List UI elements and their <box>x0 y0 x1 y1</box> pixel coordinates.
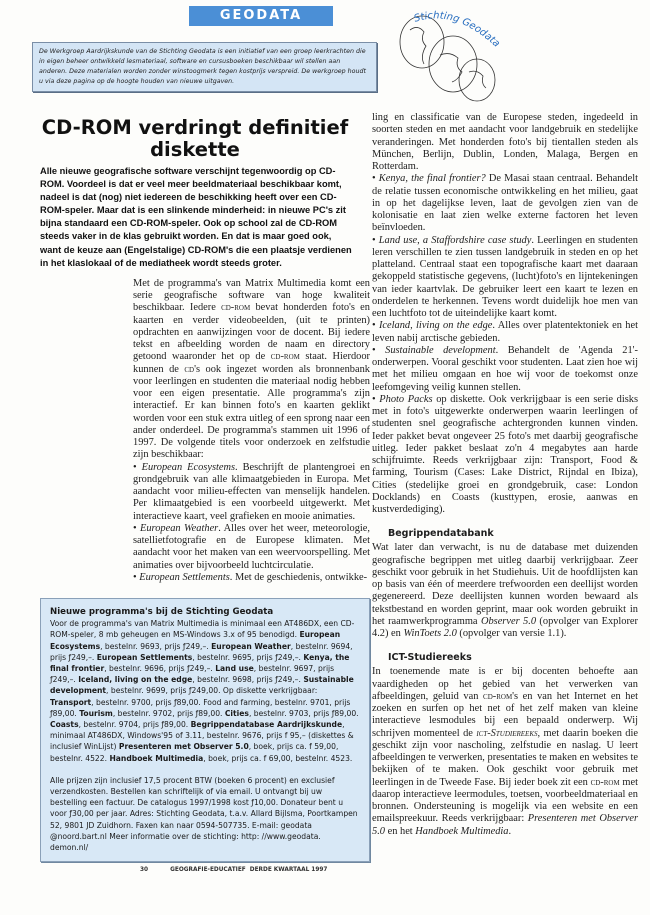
section-paragraph <box>372 542 638 640</box>
text-run: . Met de geschiedenis, ontwikke- <box>229 571 368 583</box>
text-run: , bestelnr. 9696, prijs ƒ249,–. <box>104 664 216 674</box>
text-run: • <box>133 522 141 534</box>
text-run: ling en classificatie van de Europese steden, ingedeeld in soorten steden en met aandacht voor landgebruik en stedelijke veranderingen. Met honderden foto's bij tientallen steden als München, Berlijn, Dublin, Londen, Malaga, Bergen en Rotterdam. <box>372 112 638 172</box>
publication-name: GEOGRAFIE-EDUCATIEF DERDE KWARTAAL 1997 <box>170 867 328 874</box>
text-run: • <box>372 393 380 405</box>
order-box-footer-text: Alle prijzen zijn inclusief 17,5 procent BTW (boeken 6 procent) en exclusief verzendkosten. Bestellen kan schriftelijk of via email. U ontvangt bij uw bestelling een factuur. De catalogus 1997/1998 kost ƒ10,00. Donateur bent u voor ƒ30,00 per jaar. Adres: Stichting Geodata, t.a.v. Allard Bijlsma, Poortkampen 52, 9801 JD Zuidhorn. Faxen kan naar 0594-507735. E-mail: geodata @noord.bart.nl Meer informatie over de stichting: http: //www.geodata. demon.nl/ <box>50 775 358 853</box>
text-run: , bestelnr. 9702, prijs ƒ89,00. <box>112 708 225 718</box>
text-run: , bestelnr. 9695, prijs ƒ249,–. <box>192 652 304 662</box>
text-run: , bestelnr. 9700, prijs ƒ89,00. Food and farming, bestelnr. 9701, prijs ƒ89,00. <box>50 697 351 718</box>
text-run: , boek, prijs ca. f 69,00, bestelnr. 4523. <box>203 753 353 763</box>
text-run: , boek, prijs ca. f 59,00, bestelnr. 4522. <box>50 742 339 763</box>
page-number: 30 <box>140 867 149 874</box>
text-run: en het <box>385 825 416 837</box>
stichting-geodata-logo <box>395 0 505 105</box>
emphasized-title: European Weather <box>140 522 219 534</box>
text-run: • <box>372 320 379 332</box>
product-name: Cities <box>224 708 249 718</box>
article-right-column <box>372 112 638 838</box>
article-paragraph <box>133 278 370 462</box>
order-info-box <box>40 598 370 862</box>
text-run: , minimaal AT486DX, Windows'95 of 3.11, bestelnr. 9676, prijs f 95,– (diskettes & inclusief WinLijst) <box>50 720 354 752</box>
text-run: . Alles over platentektoniek en het leven nabij arctische gebieden. <box>372 320 638 344</box>
emphasized-title: Kenya, the final frontier? <box>378 173 486 185</box>
product-name: Sustainable development <box>50 675 354 696</box>
product-name: Iceland, living on the edge <box>78 675 193 685</box>
emphasized-title: Photo Packs <box>379 393 433 405</box>
text-run: 's en van het Internet en het zoeken en surfen op het net of het zelf maken van kleine interactieve lesmodules bij een bepaald onderwerp. Wij schrijven momenteel de <box>372 690 638 739</box>
globe-map-icon <box>395 0 505 105</box>
article-paragraph <box>372 345 638 394</box>
section-heading: ICT-Studiereeks <box>388 652 472 664</box>
text-run: Voor de programma's van Matrix Multimedia is minimaal een AT486DX, een CD-ROM-speler, 8 mb geheugen en MS-Windows 3.x of 95 benodigd. <box>50 619 355 640</box>
article-paragraph <box>133 523 370 572</box>
product-name: European Settlements <box>96 652 193 662</box>
text-run: . Alles over het weer, meteorologie, satellietfotografie en de Europese klimaten. Met aandacht voor het maken van een weervoorspelling. Met animaties over bijvoorbeeld luchtcirculatie. <box>133 522 370 571</box>
text-run: . Behandelt de 'Agenda 21'-onderwerpen. Vooral geschikt voor studenten. Laat zien hoe wij met het milieu omgaan en hoe wij voor de toekomst onze leefomgeving veilig kunnen stellen. <box>372 344 638 393</box>
text-run: • <box>372 344 386 356</box>
text-run: • <box>133 571 140 583</box>
product-name: Handboek Multimedia <box>109 753 204 763</box>
text-run: , bestelnr. 9704, prijs ƒ89,00. <box>78 720 191 730</box>
text-run: bevat honderden foto's en kaarten en verder videobeelden, (uit te printen) opdrachten en aanwijzingen voor de docent. Bij iedere tekst en afbeelding worden de naam en directory getoond waaronder het op de <box>133 302 370 363</box>
emphasized-title: Observer 5.0 <box>480 615 537 627</box>
intro-box: De Werkgroep Aardrijkskunde van de Stichting Geodata is een initiatief van een groep leerkrachten die in eigen beheer ontwikkeld lesmateriaal, software en cursusboeken beschikbaar wil stellen aan anderen. Deze materialen worden zonder winstoogmerk tegen kostprijs verspreid. De werkgroep houdt u via deze pagina op de hoogte houden van nieuwe uitgaven. <box>32 42 377 92</box>
svg-text:Stichting Geodata <box>413 10 502 49</box>
section-banner: GEODATA <box>189 6 333 26</box>
emphasized-title: Land use, a Staffordshire case study <box>378 234 532 246</box>
text-run: cd-rom <box>483 690 513 702</box>
text-run: . Leerlingen en studenten leren verschillen te zien tussen landgebruik in steden en op het platteland. Centraal staat een topografische kaart met daaraan gekoppeld statistische gegevens, (lucht)foto's en lijntekeningen van ieder kaartvlak. De gebruiker leert een kaart te lezen en onderdelen te herkennen. Tevens wordt duidelijk hoe men van een luchtfoto tot de uiteindelijke kaart komt. <box>372 234 638 319</box>
emphasized-title: Iceland, living on the edge <box>378 320 493 332</box>
text-run: cd-rom <box>221 302 251 314</box>
text-run: (opvolger van Explorer 4.2) en <box>372 615 638 639</box>
text-run: • <box>372 234 379 246</box>
text-run: , bestelnr. 9697, prijs ƒ249,–. <box>50 664 335 685</box>
article-paragraph <box>372 173 638 234</box>
text-run: 's ook ingezet worden als bronnenbank voor leerlingen en studenten die materiaal nodig hebben voor een eigen presentatie. Alle programma's zijn interactief. Er kan binnen foto's en kaarten geklikt worden voor een stuk extra uitleg of een sprong naar een ander onderdeel. De programma's stammen uit 1996 of 1997. De volgende titels voor onderzoek en zelfstudie zijn beschikbaar: <box>133 363 370 461</box>
product-name: European Weather <box>211 641 291 651</box>
page-footer <box>40 866 370 874</box>
emphasized-title: Handboek Multimedia <box>415 825 509 837</box>
text-run: De Masai staan centraal. Behandelt de relatie tussen economische ontwikkeling en het milieu, gaat in op het dagelijkse leven, laat de gevolgen zien van de kolonisatie en laat zien welke externe factoren het leven beïnvloeden. <box>372 173 638 234</box>
article-left-column <box>133 278 370 584</box>
order-box-heading: Nieuwe programma's bij de Stichting Geodata <box>50 607 274 617</box>
emphasized-title: Presenteren met Observer 5.0 <box>372 813 639 837</box>
product-name: Tourism <box>79 708 113 718</box>
product-name: Begrippendatabase Aardrijkskunde <box>190 720 343 730</box>
product-name: Land use <box>215 664 254 674</box>
emphasized-title: European Settlements <box>139 571 230 583</box>
text-run: Met de programma's van Matrix Multimedia komt een serie geografische software van hoge kwaliteit beschikbaar. Iedere <box>133 277 370 314</box>
text-run: • <box>133 461 142 473</box>
text-run: In toenemende mate is er bij docenten behoefte aan vaardigheden op het gebied van het verwerken van afbeeldingen, geluid van <box>372 666 638 702</box>
text-run: cd-rom <box>590 776 620 788</box>
article-paragraph <box>133 462 370 523</box>
text-run: • <box>372 173 379 185</box>
product-name: Kenya, the final frontier <box>50 652 350 674</box>
text-run: cd <box>184 363 195 375</box>
article-paragraph <box>372 320 638 345</box>
text-run: , bestelnr. 9693, prijs ƒ249,–. <box>100 641 212 651</box>
article-title: CD-ROM verdringt definitief diskette <box>41 116 349 161</box>
text-run: met daarop interactieve leermodules, toetsen, voorbeeldmateriaal en bronnen. Ondersteuning is mogelijk via een website en een emailspreekuur. Reeds verkrijgbaar: <box>372 776 638 825</box>
text-run: op diskette. Ook verkrijgbaar is een serie disks met in foto's uitgewerkte onderwerpen waarin leerlingen of studenten snel geografische achtergronden kunnen vinden. Ieder pakket bevat ongeveer 25 foto's met daarbij geografische uitleg. Ieder pakket beslaat zo'n 4 megabytes aan harde schijfruimte. Reeds verkrijgbaar zijn: Transport, Food & farming, Tourism (Cases: Lake District, Rijndal en Ibiza), Cities (stedelijke groei en grondgebruik, case: London Docklands) en Coasts (kusttypen, erosie, aanwas en kustverdediging). <box>372 393 638 515</box>
product-name: European Ecosystems <box>50 630 341 651</box>
text-run: staat. Hierdoor kunnen de <box>133 351 371 375</box>
section-paragraph <box>372 666 638 838</box>
order-box-body <box>50 618 360 764</box>
product-name: Transport <box>50 697 92 707</box>
text-run: . <box>508 825 512 837</box>
article-paragraph <box>372 394 638 517</box>
emphasized-title: European Ecosystems <box>141 461 236 473</box>
left-stack <box>40 117 370 874</box>
article-lead: Alle nieuwe geografische software verschijnt tegenwoordig op CD-ROM. Voordeel is dat er veel meer beeldmateriaal beschikbaar komt, nadeel is dat (nog) niet iedereen de beschikking heeft over een CD-ROM-speler. Maar dat is een slinkende minderheid: in nieuwe PC's zit bijna standaard een CD-ROM-speler. Ook op school zal de CD-ROM steeds vaker in de klas gebruikt worden. En dat is maar goed ook, want de keuze aan (Engelstalige) CD-ROM's die een plaatsje verdienen in het klaslokaal of de mediatheek wordt steeds groter. <box>40 166 352 268</box>
text-run: cd-rom <box>270 351 300 363</box>
product-name: Coasts <box>50 720 79 730</box>
text-run: , bestelnr. 9699, prijs ƒ249,00. Op diskette verkrijgbaar: <box>106 686 318 696</box>
text-run: . Beschrijft de plantengroei en grondgebruik van alle klimaatgebieden in Europa. Met aandacht voor milieu-effecten van menselijk handelen. Per klimaatgebied is een voorbeeld uitgewerkt. Met interactieve kaart, veel grafieken en mooie animaties. <box>133 461 370 522</box>
article-paragraph <box>372 112 638 173</box>
article-paragraph <box>372 235 638 321</box>
text-run: , bestelnr. 9694, prijs ƒ249,–. <box>50 641 353 662</box>
text-run: , bestelnr. 9698, prijs ƒ249,–. <box>192 675 304 685</box>
emphasized-title: Sustainable development <box>385 344 496 356</box>
emphasized-title: ict-Studiereeks <box>476 727 538 739</box>
text-run: Wat later dan verwacht, is nu de database met duizenden geografische begrippen met uitleg daarbij verkrijgbaar. Zeer geschikt voor gebruik in het Studiehuis. Uit de hoofdlijsten kan op basis van één of meerdere trefwoorden een deellijst worden gegenereerd. Deze deellijsten kunnen worden bewaard als tekstbestand en worden geprint, maar ook worden gebruikt in het raamwerkprogramma <box>372 542 638 627</box>
text-run: , met daarin boeken die geschikt zijn voor nascholing, zelfstudie en naslag. U leert afbeeldingen te verwerken, presentaties te maken en websites te bekijken of te maken. Ook geschikt voor gebruik met leerlingen in de Tweede Fase. Bij ieder boek zit een <box>372 727 638 788</box>
emphasized-title: WinToets 2.0 <box>403 628 457 639</box>
text-run: , bestelnr. 9703, prijs ƒ89,00. <box>248 708 359 718</box>
logo-text: Stichting Geodata <box>412 10 502 50</box>
section-heading: Begrippendatabank <box>388 528 494 540</box>
product-name: Presenteren met Observer 5.0 <box>118 742 249 752</box>
text-run: (opvolger van versie 1.1). <box>456 628 567 639</box>
article-paragraph <box>133 572 370 584</box>
